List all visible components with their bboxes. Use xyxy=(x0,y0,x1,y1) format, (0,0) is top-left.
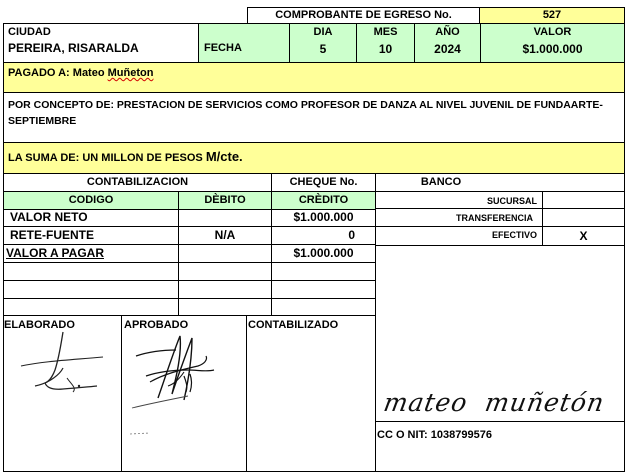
cheque-label: CHEQUE No. xyxy=(289,176,358,188)
elaborado-label: ELABORADO xyxy=(4,319,75,331)
banco-label: BANCO xyxy=(420,176,462,188)
beneficiary-id: CC O NIT: 1038799576 xyxy=(377,429,492,441)
efectivo-mark: X xyxy=(579,229,588,243)
table-row-credito: $1.000.000 xyxy=(293,210,354,224)
fecha-label: FECHA xyxy=(204,42,242,54)
concepto-line-2: SEPTIEMBRE xyxy=(8,115,77,127)
transferencia-label: TRANSFERENCIA xyxy=(455,213,533,223)
dia-label: DIA xyxy=(313,26,333,38)
table-row-codigo: RETE-FUENTE xyxy=(10,228,94,242)
mes-label: MES xyxy=(373,26,398,38)
payee-surname: Muñeton xyxy=(107,67,154,79)
debito-header: DÈBITO xyxy=(204,194,246,206)
suma-prefix: LA SUMA DE: UN MILLON DE PESOS xyxy=(8,152,206,164)
table-row-debito: N/A xyxy=(214,228,236,242)
codigo-header: CODIGO xyxy=(68,194,114,206)
concepto-line-1: POR CONCEPTO DE: PRESTACION DE SERVICIOS COMO PROFESOR DE DANZA AL NIVEL JUVENIL DE FUNDAARTE- xyxy=(8,99,603,111)
elaborado-signature xyxy=(15,328,115,398)
contabilizacion-label: CONTABILIZACION xyxy=(86,176,189,188)
aprobado-label: APROBADO xyxy=(124,319,189,331)
table-row-codigo: VALOR A PAGAR xyxy=(6,246,104,260)
valor-value: $1.000.000 xyxy=(522,42,583,56)
pagado-text xyxy=(8,67,153,80)
city-label: CIUDAD xyxy=(8,26,51,38)
efectivo-label: EFECTIVO xyxy=(491,230,537,240)
anio-label: AÑO xyxy=(435,26,460,38)
suma-text xyxy=(8,150,243,165)
mes-value: 10 xyxy=(378,42,393,56)
aprobado-signature xyxy=(128,326,243,436)
anio-value: 2024 xyxy=(434,42,461,56)
table-row-credito: 0 xyxy=(348,228,355,242)
beneficiary-handwritten-name: mateo muñetón xyxy=(381,388,607,417)
table-row-credito: $1.000.000 xyxy=(293,246,354,260)
suma-suffix: M/cte. xyxy=(205,149,243,164)
sucursal-label: SUCURSAL xyxy=(486,196,537,206)
valor-label: VALOR xyxy=(533,26,572,38)
table-row-codigo: VALOR NETO xyxy=(10,210,88,224)
contabilizado-label: CONTABILIZADO xyxy=(248,319,339,331)
city-value: PEREIRA, RISARALDA xyxy=(8,41,139,55)
pagado-prefix: PAGADO A: Mateo xyxy=(8,67,108,79)
credito-header: CRÈDITO xyxy=(298,194,349,206)
voucher-number: 527 xyxy=(542,9,562,21)
voucher-title: COMPROBANTE DE EGRESO No. xyxy=(275,9,452,21)
dia-value: 5 xyxy=(319,42,327,56)
